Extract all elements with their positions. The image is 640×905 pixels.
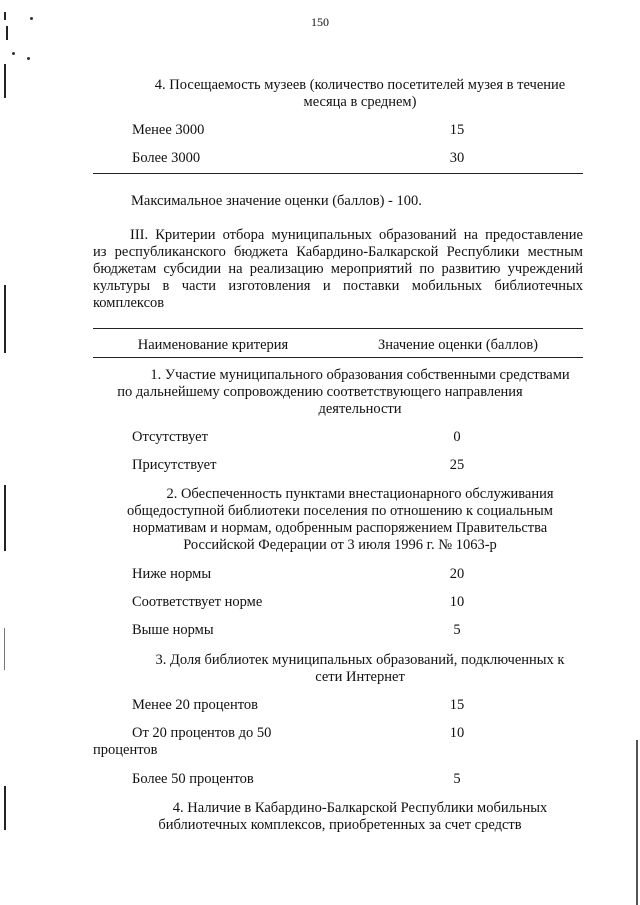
museums-heading-line2: месяца в среднем) [303,94,417,110]
criterion3-row-value: 15 [449,697,465,713]
column-header-criterion: Наименование критерия [137,337,289,353]
section3-line: культуры в части изготовления и поставки мобильных библиотечных [93,278,583,294]
scan-artifact [12,52,15,55]
criterion3-row-label: Более 50 процентов [132,771,254,787]
max-score-line: Максимальное значение оценки (баллов) - 100. [131,193,422,209]
scan-artifact [636,740,638,905]
scan-artifact [27,57,30,60]
scan-artifact [6,26,8,40]
criterion2-row-value: 20 [449,566,465,582]
criterion3-row-value: 10 [449,725,465,741]
table-rule [93,357,583,358]
criterion1-title-line: 1. Участие муниципального образования собственными средствами [150,367,570,383]
table-rule [93,173,583,174]
museums-row-label: Более 3000 [132,150,201,166]
scan-artifact [4,12,6,20]
criterion4-title-line: 4. Наличие в Кабардино-Балкарской Республики мобильных [172,800,548,816]
scan-artifact [4,285,6,353]
scan-artifact [30,17,33,20]
museums-heading-line1: 4. Посещаемость музеев (количество посетителей музея в течение [154,77,566,93]
criterion3-row-label: От 20 процентов до 50 [132,725,272,741]
page-number: 150 [311,15,329,29]
criterion1-title-line: по дальнейшему сопровождению соответствующего направления [117,384,523,400]
section3-line: из республиканского бюджета Кабардино-Балкарской Республики местным [93,244,583,260]
criterion1-row-value: 25 [449,457,465,473]
criterion2-title-line: нормативам и нормам, одобренным распоряжением Правительства [132,520,548,536]
criterion2-row-value: 5 [453,622,461,638]
section3-last-line: комплексов [93,295,165,311]
scan-artifact [4,64,6,98]
criterion1-row-label: Присутствует [132,457,217,473]
criterion2-title-line: общедоступной библиотеки поселения по отношению к социальным [127,503,553,519]
column-header-score: Значение оценки (баллов) [378,337,538,353]
criterion3-row-label-cont: процентов [93,742,158,758]
criterion4-title-line: библиотечных комплексов, приобретенных за счет средств [158,817,522,833]
criterion3-row-value: 5 [453,771,461,787]
table-rule [93,328,583,329]
criterion1-row-label: Отсутствует [132,429,208,445]
section3-line: бюджетам субсидии на реализацию мероприятий по развитию учреждений [93,261,583,277]
criterion3-title-line: сети Интернет [315,669,405,685]
section3-line: III. Критерии отбора муниципальных образований на предоставление [130,227,583,243]
criterion2-row-value: 10 [449,594,465,610]
criterion2-row-label: Ниже нормы [132,566,212,582]
criterion2-row-label: Соответствует норме [132,594,263,610]
museums-row-value: 30 [449,150,465,166]
scan-artifact [4,628,5,670]
museums-row-label: Менее 3000 [132,122,205,138]
criterion2-row-label: Выше нормы [132,622,214,638]
scan-artifact [4,485,6,551]
criterion3-row-label: Менее 20 процентов [132,697,258,713]
museums-row-value: 15 [449,122,465,138]
criterion2-title-line: Российской Федерации от 3 июля 1996 г. № 1063-р [183,537,497,553]
criterion1-title-line: деятельности [318,401,402,417]
criterion1-row-value: 0 [453,429,461,445]
scan-artifact [4,786,6,830]
criterion3-title-line: 3. Доля библиотек муниципальных образований, подключенных к [155,652,565,668]
criterion2-title-line: 2. Обеспеченность пунктами внестационарного обслуживания [166,486,554,502]
